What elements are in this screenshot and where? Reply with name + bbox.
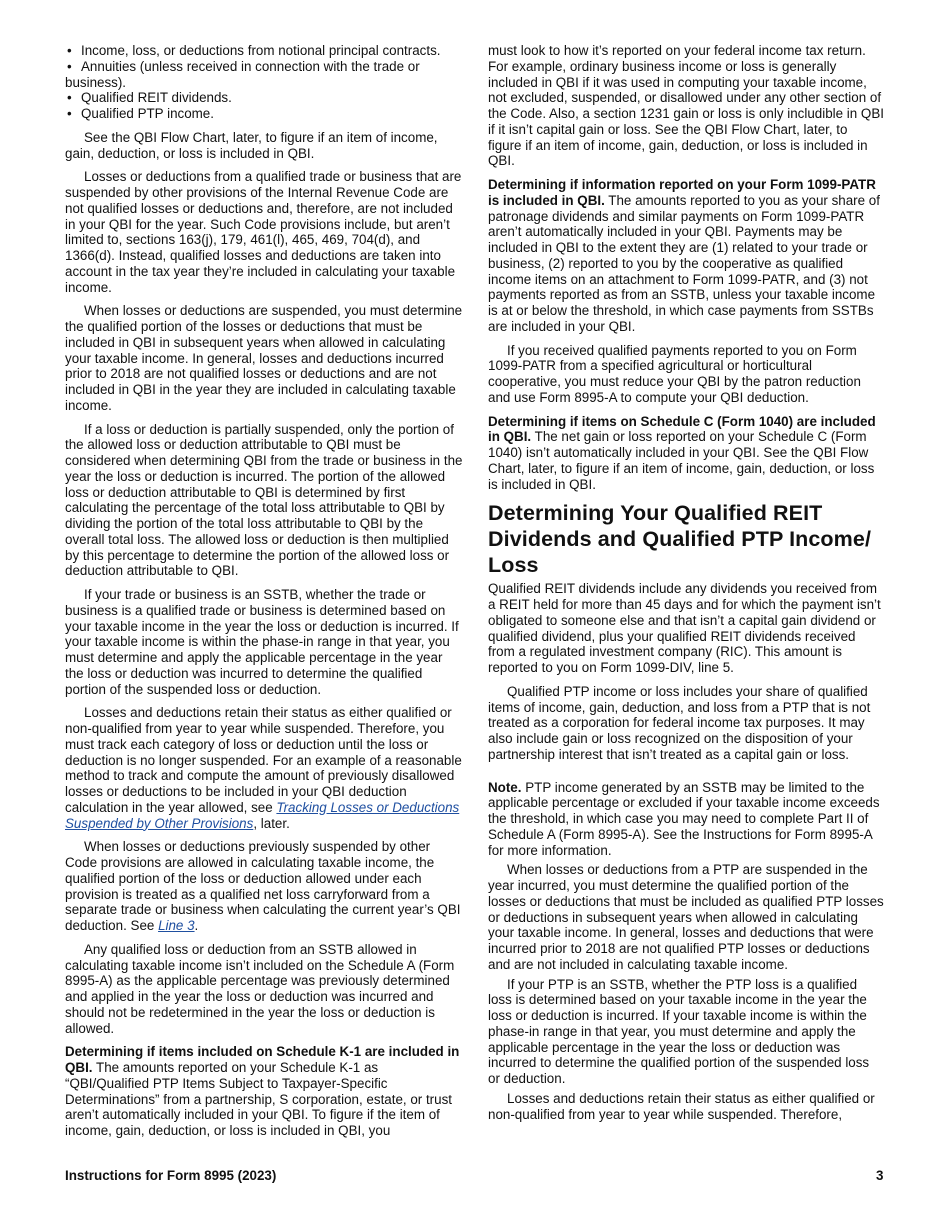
bullet-item: • Qualified REIT dividends. (65, 90, 463, 106)
tracking-losses-link[interactable]: Tracking Losses or Deductions Suspended by Other Provisions (65, 799, 460, 831)
paragraph (65, 1044, 463, 1139)
bullet-item: • Annuities (unless received in connection with the trade or business). (65, 59, 463, 91)
text: When losses or deductions previously suspended by other Code provisions are allowed in calculating taxable income, the qualified portion of the loss or deduction allowed under each provision is treated as a qualified net loss carryforward from a separate trade or business when calculating the current year’s QBI deduction. See (65, 839, 461, 933)
paragraph: must look to how it’s reported on your federal income tax return. For example, ordinary business income or loss is generally included in QBI if it was used in computing your taxable income, not excluded, suspended, or disallowed under any other section of the Code. Also, a section 1231 gain or loss is only includible in QBI if it isn’t capital gain or loss. See the QBI Flow Chart, later, to figure if an item of income, gain, deduction, or loss is included in QBI. (488, 43, 884, 169)
note-label: Note. (488, 779, 522, 795)
text: PTP income generated by an SSTB may be limited to the applicable percentage or excluded if your taxable income exceeds the threshold, in which case you may need to complete Part II of Schedule A (Form 8995-A). See the Instructions for Form 8995-A for more information. (488, 779, 880, 858)
paragraph (488, 177, 884, 335)
paragraph: Qualified PTP income or loss includes your share of qualified items of income, gain, deduction, and loss from a PTP that is not treated as a corporation for federal income tax purposes. It may also include gain or loss recognized on the disposition of your partnership interest that isn’t treated as a capital gain or loss. (488, 683, 871, 762)
bullet-item: • Qualified PTP income. (65, 106, 463, 122)
footer-title: Instructions for Form 8995 (2023) (65, 1168, 277, 1183)
paragraph (65, 705, 463, 831)
paragraph: Losses or deductions from a qualified trade or business that are suspended by other provisions of the Internal Revenue Code are not qualified losses or deductions and, therefore, are not included in your QBI for the year. Such Code provisions include, but aren’t limited to, sections 163(j), 179, 461(l), 465, 469, 704(d), and 1366(d). Instead, qualified losses and deductions are taken into account in the tax year they’re included in calculating your taxable income. (65, 169, 462, 295)
paragraph (65, 839, 463, 934)
paragraph: When losses or deductions from a PTP are suspended in the year incurred, you must determine the qualified portion of the losses or deductions that must be included as qualified PTP losses or deductions in subsequent years when allowed in calculating your taxable income. In general, losses and deductions that were incurred prior to 2018 are not qualified PTP losses or deductions and are not included in calculating taxable income. (488, 862, 884, 972)
run-in-heading: Determining if information reported on your Form 1099-PATR is included in QBI. (488, 177, 876, 208)
text: The net gain or loss reported on your Schedule C (Form 1040) isn’t automatically included in your QBI. See the QBI Flow Chart, later, to figure if an item of income, gain, deduction, or loss is included in QBI. (488, 429, 875, 492)
paragraph: See the QBI Flow Chart, later, to figure if an item of income, gain, deduction, or loss is included in QBI. (65, 129, 438, 161)
text: . (194, 918, 199, 933)
right-column (488, 43, 884, 1126)
run-in-heading: Determining if items included on Schedule K-1 are included in QBI. (65, 1044, 460, 1075)
run-in-heading: Determining if items on Schedule C (Form 1040) are included in QBI. (488, 413, 876, 445)
bullet-item: • Income, loss, or deductions from notional principal contracts. (65, 43, 463, 59)
paragraph: If your PTP is an SSTB, whether the PTP loss is a qualified loss is determined based on your taxable income in the year the loss or deduction is incurred. If your taxable income is within the phase-in range in that year, you must determine and apply the applicable percentage in the year the loss or deduction was incurred to determine the qualified portion of the suspended loss or deduction. (488, 976, 870, 1086)
note (488, 780, 884, 859)
paragraph: If a loss or deduction is partially suspended, only the portion of the allowed loss or deduction attributable to QBI must be considered when determining QBI from the trade or business in the year the loss or deduction is incurred. The portion of the allowed loss or deduction attributable to QBI is determined by first calculating the percentage of the total loss attributable to QBI by dividing the portion of the total loss attributable to QBI by the overall total loss. The allowed loss or deduction is then multiplied by this percentage to determine the portion of the allowed loss or deduction attributable to QBI. (65, 421, 463, 579)
text: The amounts reported on your Schedule K-1 as “QBI/Qualified PTP Items Subject to Taxpayer-Specific Determinations” from a partnership, S corporation, estate, or trust aren’t automatically included in your QBI. To figure if the item of income, gain, deduction, or loss is included in QBI, you (65, 1060, 453, 1138)
line-3-link[interactable]: Line 3 (158, 918, 195, 933)
page-number: 3 (876, 1168, 884, 1183)
left-column (65, 43, 463, 1147)
paragraph: Qualified REIT dividends include any dividends you received from a REIT held for more than 45 days and for which the payment isn’t obligated to someone else and that isn’t a capital gain dividend or qualified dividend, plus your qualified REIT dividends received from a regulated investment company (RIC). This amount is reported to you on Form 1099-DIV, line 5. (488, 581, 881, 675)
paragraph (488, 414, 884, 493)
paragraph: Losses and deductions retain their status as either qualified or non-qualified from year to year while suspended. Therefore, (488, 1090, 875, 1122)
section-heading: Determining Your Qualified REIT Dividends and Qualified PTP Income/ Loss (488, 501, 872, 578)
paragraph: When losses or deductions are suspended, you must determine the qualified portion of the losses or deductions that must be included in QBI in subsequent years when allowed in calculating your taxable income. In general, losses and deductions incurred prior to 2018 are not qualified losses or deductions and are not included in QBI in the year they are included in calculating taxable income. (65, 303, 463, 413)
paragraph: If you received qualified payments reported to you on Form 1099-PATR from a specified agricultural or horticultural cooperative, you must reduce your QBI by the patron reduction and use Form 8995-A to compute your QBI deduction. (488, 342, 861, 405)
text: The amounts reported to you as your share of patronage dividends and similar payments on Form 1099-PATR aren’t automatically included in your QBI. Payments may be included in QBI to the extent they are (1) related to your trade or business, (2) reported to you by the cooperative as qualified income items on an attachment to Form 1099-PATR, and (3) not payments reported as from an SSTB, unless your taxable income is at or below the threshold, in which case payments from SSTBs are included in your QBI. (488, 192, 880, 334)
paragraph: If your trade or business is an SSTB, whether the trade or business is a qualified trade or business is determined based on your taxable income in the year the loss or deduction is incurred. If your taxable income is within the phase-in range in that year, you must determine and apply the applicable percentage in the year the loss or deduction was incurred to determine the qualified portion of the suspended loss or deduction. (65, 587, 459, 697)
text: Losses and deductions retain their status as either qualified or non-qualified from year to year while suspended. Therefore, you must track each category of loss or deduction until the loss or deduction is no longer suspended. For an example of a reasonable method to track and compute the amount of previously disallowed losses or deductions to be included in your QBI deduction calculation in the year allowed, see (65, 705, 462, 815)
paragraph: Any qualified loss or deduction from an SSTB allowed in calculating taxable income isn’t included on the Schedule A (Form 8995-A) as the applicable percentage was previously determined and applied in the year the loss or deduction was incurred and should not be redetermined in the year the loss or deduction is allowed. (65, 941, 455, 1036)
text: , later. (253, 815, 290, 831)
